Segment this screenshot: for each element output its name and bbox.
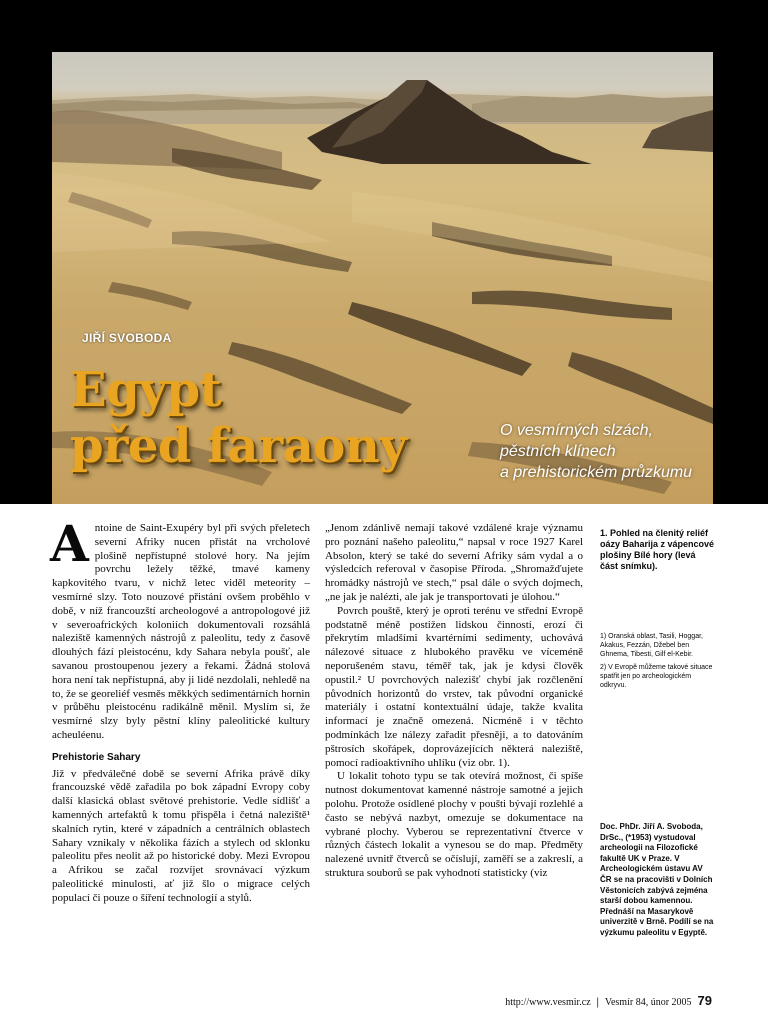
hero-photo (52, 52, 713, 504)
paragraph: U lokalit tohoto typu se tak otevírá možnost, či spíše nutnost dokumentovat kamenné nástroje samotné a jejich polohu. Protože osídlené plochy v poušti bývají rozlehlé a často se nebývá nazbyt, omezuje se dokumentace na vybrané plochy. Vyberou se reprezentativní čtverce v různých částech lokalit a vynesou se do map. Předměty nalezené uvnitř čtverců se očíslují, zaměří se a zakreslí, a struktura souborů se pak vyhodnotí statisticky (viz (325, 770, 583, 879)
article-title (70, 362, 407, 474)
text-column-1 (50, 514, 310, 906)
page-footer (505, 993, 712, 1008)
subtitle-line-2: pěstních klínech (500, 443, 616, 460)
title-line-2: před faraony (70, 418, 407, 474)
subtitle-line-3: a prehistorickém průzkumu (500, 464, 693, 481)
footnote: 2) V Evropě můžeme takové situace spatřit jen po archeologickém odkryvu. (600, 664, 713, 689)
footer-url[interactable]: http://www.vesmir.cz (505, 997, 591, 1008)
footnotes (600, 632, 715, 694)
paragraph: „Jenom zdánlivě nemají takové vzdálené kraje významu pro poznání našeho paleolitu,“ napsal v roce 1927 Karel Absolon, který se také do severní Afriky sám vydal a o výsledcích referoval v časopise Příroda. „Shromažďujete hromádky nástrojů ve stech,“ psal dále o svých dojmech, „ne jak je nalézti, ale jak je transportovati je úlohou.“ (325, 522, 583, 603)
footer-separator: | (596, 997, 599, 1008)
figure-caption: 1. Pohled na členitý reliéf oázy Baharija z vápencové plošiny Bílé hory (levá část snímku). (600, 528, 715, 571)
author-name: JIŘÍ SVOBODA (82, 331, 172, 345)
paragraph: Již v předválečné době se severní Afrika právě díky francouzské vědě zařadila po bok západní Evropy coby další klasická oblast světové prehistorie. Vedle sídlišť a kamenných artefaktů k tomu přispěla i četná naleziště¹ skalních rytin, které v západních a centrálních oblastech Sahary vznikaly v několika fázích a stylech od sklonku paleolitu přes neolit až po historické doby. Mezi Evropou a Afrikou se začal rozvíjet srovnávací výzkum paleolitické minulosti, ať již šlo o migrace celých populací či pouze o šíření technologií a stylů. (52, 767, 310, 904)
title-line-1: Egypt (70, 362, 222, 418)
article-body (0, 504, 768, 1024)
footer-issue: Vesmír 84, únor 2005 (604, 997, 692, 1008)
text-column-2 (325, 522, 583, 881)
subtitle-line-1: O vesmírných slzách, (500, 422, 653, 439)
drop-cap: A (50, 514, 89, 573)
author-bio: Doc. PhDr. Jiří A. Svoboda, DrSc., (*1953) vystudoval archeologii na Filozofické fakultě UK v Praze. V Archeologickém ústavu AV ČR se na pracovišti v Dolních Věstonicích zabývá zejména starší dobou kamennou. Přednáší na Masarykově univerzitě v Brně. Podílí se na výzkumu paleolitu v Egyptě. (600, 822, 714, 937)
page-number: 79 (697, 993, 712, 1008)
paragraph (50, 514, 310, 743)
footnote: 1) Oranská oblast, Tasili, Hoggar, Akakus, Fezzán, Džebel ben Ghnema, Tibesti, Gilf el-Kebir. (600, 633, 703, 658)
article-subtitle (500, 420, 705, 483)
section-heading: Prehistorie Sahary (52, 751, 141, 763)
paragraph: Povrch pouště, který je oproti terénu ve střední Evropě podstatně méně postižen lidskou činností, erozí či překrytím mladšími kvartérními sedimenty, uchovává nálezové situace z hlubokého pravěku ve víceméně neporušeném stavu, téměř tak, jak je kdysi člověk opustil.² U povrchových nalezišť chybí jak rozčlenění původních horizontů do vrstev, tak původní organické materiály i ostatní kontextuální údaje, takže kvalita informací je značně omezená. Nicméně i v těchto podmínkách lze nálezy zařadit přesněji, a to datováním pštrosích skořápek, doprovázejících některá naleziště, pomocí radioaktivního uhlíku (viz obr. 1). (325, 604, 583, 769)
paragraph-text: ntoine de Saint-Exupéry byl při svých přeletech severní Afriky nucen přistát na vrcholové plošině nepřístupné stolové hory. Na jejím povrchu ležely těžké, tmavé kameny kapkovitého tvaru, v nichž letec viděl meteority – vesmírné slzy. Toto nouzové přistání ovšem proběhlo v době, v níž francouzští archeologové a antropologové již v severoafrických koloniích dokumentovali rozsáhlá naleziště kamenných nástrojů z paleolitu, tedy z časově dlouhých fází pleistocénu, kdy Sahara nebyla poušť, ale savanou prostoupenou jezery a řekami. Žádná stolová hora není tak nepřístupná, aby ji lidé nezdolali, nehledě na to, že se georeliéf vesměs měkkých sedimentárních hornin v průběhu pleistocénu radikálně měnil. Myslím si, že vesmírné slzy byly pěstní klíny paleolitické kultury acheuléenu. (52, 522, 310, 741)
